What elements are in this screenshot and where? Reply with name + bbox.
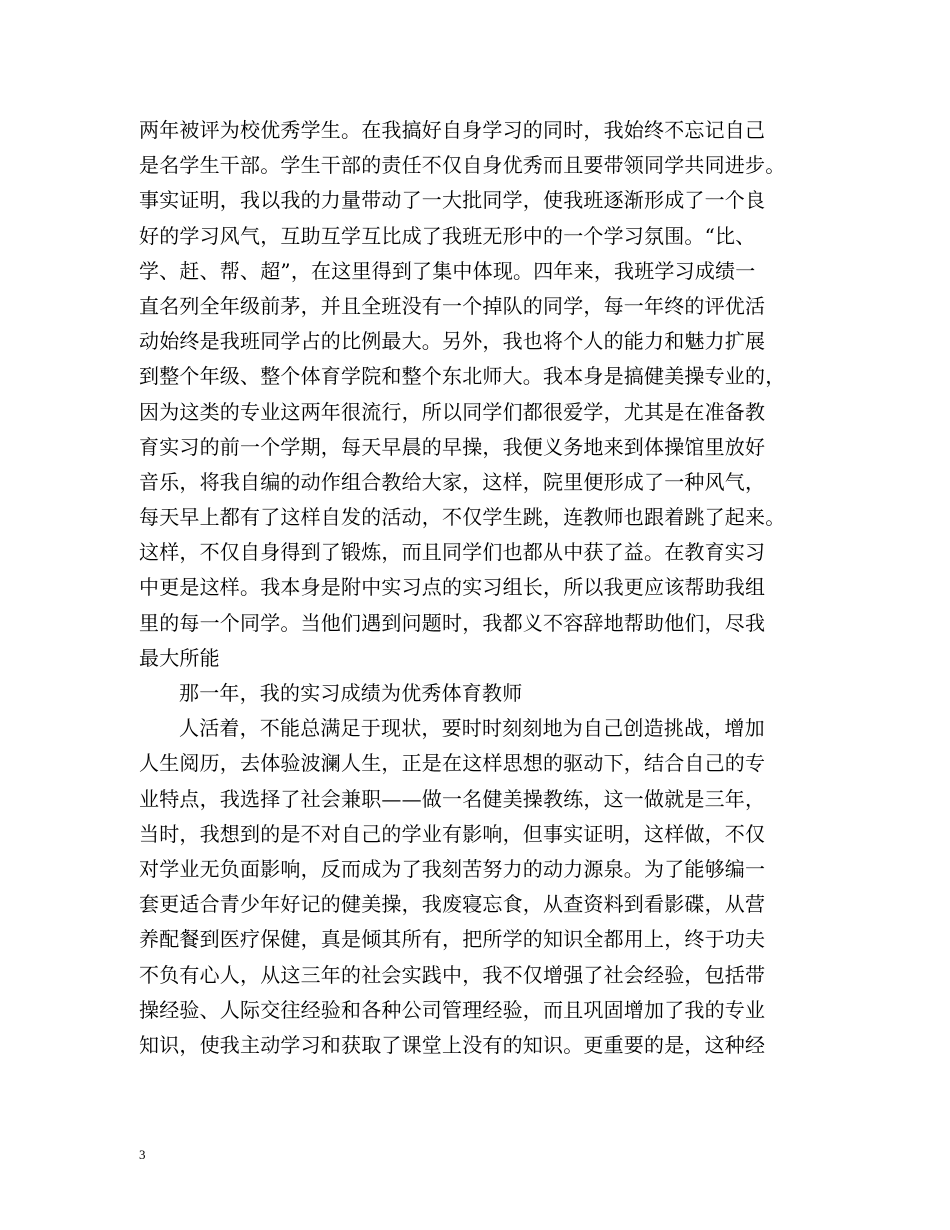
paragraph-first-line: 那一年，我的实习成绩为优秀体育教师: [179, 681, 523, 705]
text-line: 这样，不仅自身得到了锻炼，而且同学们也都从中获了益。在教育实习: [139, 540, 766, 565]
text-line: 育实习的前一个学期，每天早晨的早操，我便义务地来到体操馆里放好: [139, 434, 766, 459]
text-line: 直名列全年级前茅，并且全班没有一个掉队的同学，每一年终的评优活: [139, 293, 766, 318]
text-line: 每天早上都有了这样自发的活动，不仅学生跳，连教师也跟着跳了起来。: [139, 505, 786, 530]
body-text: [139, 113, 819, 1063]
page-number: 3: [139, 1147, 146, 1162]
text-line: 音乐，将我自编的动作组合教给大家，这样，院里便形成了一种风气，: [139, 469, 766, 494]
text-line: 最大所能: [139, 645, 220, 670]
text-line: 操经验、人际交往经验和各种公司管理经验，而且巩固增加了我的专业: [139, 997, 766, 1022]
text-line: 对学业无负面影响，反而成为了我刻苦努力的动力源泉。为了能够编一: [139, 856, 766, 881]
paragraph-first-line: 人活着，不能总满足于现状，要时时刻刻地为自己创造挑战，增加: [179, 716, 765, 741]
text-line: 当时，我想到的是不对自己的学业有影响，但事实证明，这样做，不仅: [139, 821, 766, 846]
text-line: 套更适合青少年好记的健美操，我废寝忘食，从查资料到看影碟，从营: [139, 892, 766, 917]
text-line: 好的学习风气，互助互学互比成了我班无形中的一个学习氛围。“比、: [139, 223, 756, 248]
text-line: 里的每一个同学。当他们遇到问题时，我都义不容辞地帮助他们，尽我: [139, 610, 766, 635]
text-line: 养配餐到医疗保健，真是倾其所有，把所学的知识全都用上，终于功夫: [139, 927, 766, 952]
text-line: 到整个年级、整个体育学院和整个东北师大。我本身是搞健美操专业的，: [139, 364, 786, 389]
text-line: 事实证明，我以我的力量带动了一大批同学，使我班逐渐形成了一个良: [139, 188, 766, 213]
text-line: 人生阅历，去体验波澜人生，正是在这样思想的驱动下，结合自己的专: [139, 751, 766, 776]
text-line: 知识，使我主动学习和获取了课堂上没有的知识。更重要的是，这种经: [139, 1032, 766, 1057]
text-line: 不负有心人，从这三年的社会实践中，我不仅增强了社会经验，包括带: [139, 962, 766, 987]
text-line: 是名学生干部。学生干部的责任不仅自身优秀而且要带领同学共同进步。: [139, 153, 786, 178]
text-line: 业特点，我选择了社会兼职——做一名健美操教练，这一做就是三年，: [139, 786, 766, 811]
text-line: 因为这类的专业这两年很流行，所以同学们都很爱学，尤其是在准备教: [139, 399, 766, 424]
text-line: 学、赶、帮、超”，在这里得到了集中体现。四年来，我班学习成绩一: [139, 258, 756, 283]
text-line: 动始终是我班同学占的比例最大。另外，我也将个人的能力和魅力扩展: [139, 329, 766, 354]
text-line: 两年被评为校优秀学生。在我搞好自身学习的同时，我始终不忘记自己: [139, 118, 766, 142]
text-line: 中更是这样。我本身是附中实习点的实习组长，所以我更应该帮助我组: [139, 575, 766, 600]
